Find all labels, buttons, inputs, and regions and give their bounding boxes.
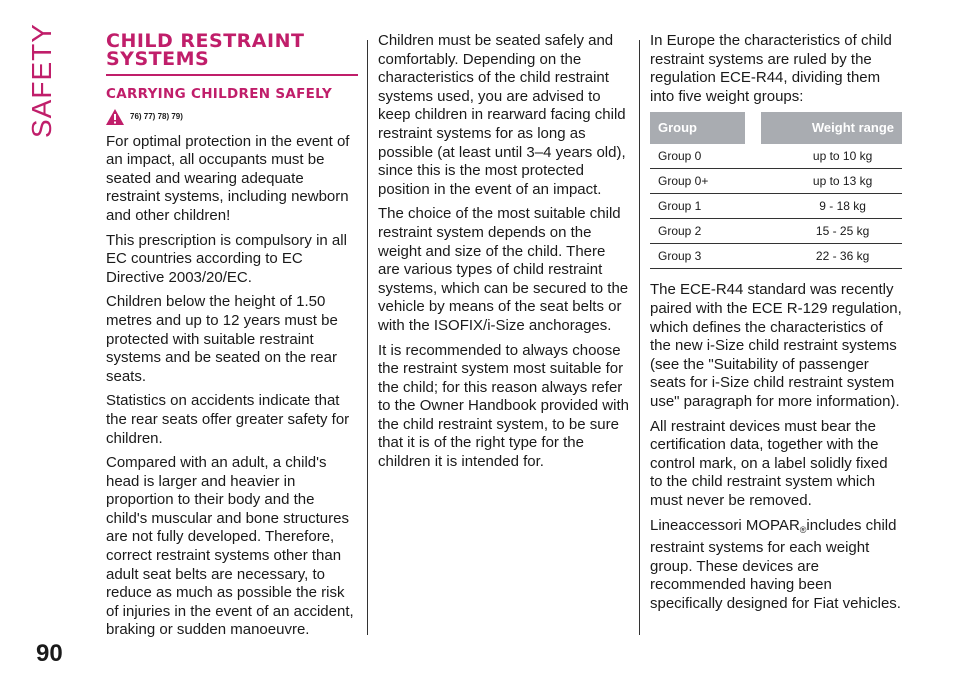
section-title: CHILD RESTRAINT SYSTEMS — [106, 30, 305, 70]
paragraph: The ECE-R44 standard was recently paired with the ECE R-129 regulation, which defines the characteristics of the new i-Size child restraint systems (see the "Suitability of passenger seats for i-Size child restraint system use" paragraph for more information). — [650, 281, 902, 410]
table-row — [650, 144, 902, 169]
column-3 — [650, 32, 902, 619]
table-cell: Group 0 — [650, 144, 745, 169]
table-header-group: Group — [650, 112, 745, 144]
paragraph-mopar — [650, 517, 902, 614]
table-row — [650, 169, 902, 194]
title-underline — [106, 74, 358, 76]
table-row — [650, 194, 902, 219]
table-cell: up to 10 kg — [761, 144, 902, 169]
table-cell: 9 - 18 kg — [761, 194, 902, 219]
table-cell-gap — [745, 244, 761, 269]
paragraph: Statistics on accidents indicate that the rear seats offer greater safety for children. — [106, 392, 350, 447]
column-divider — [367, 40, 368, 635]
table-cell: Group 2 — [650, 219, 745, 244]
table-cell-gap — [745, 169, 761, 194]
paragraph: Children below the height of 1.50 metres and up to 12 years must be protected with suitable restraint systems and be seated on the rear seats. — [106, 293, 338, 385]
page-number: 90 — [36, 640, 63, 667]
paragraph: All restraint devices must bear the certification data, together with the control mark, on a label solidly fixed to the child restraint system which must never be removed. — [650, 417, 888, 509]
table-header-row — [650, 112, 902, 144]
table-cell: up to 13 kg — [761, 169, 902, 194]
table-cell: Group 3 — [650, 244, 745, 269]
section-side-tab: SAFETY — [26, 23, 57, 138]
table-cell-gap — [745, 219, 761, 244]
table-cell-gap — [745, 144, 761, 169]
table-cell-gap — [745, 194, 761, 219]
paragraph: This prescription is compulsory in all EC countries according to EC Directive 2003/20/EC. — [106, 231, 347, 286]
table-cell: Group 0+ — [650, 169, 745, 194]
table-row — [650, 244, 902, 269]
column-divider — [639, 40, 640, 635]
warning-ref-numbers: 76) 77) 78) 79) — [130, 112, 183, 121]
mopar-text-start: Lineaccessori MOPAR — [650, 516, 800, 534]
table-row — [650, 219, 902, 244]
registered-mark: ® — [799, 524, 807, 535]
paragraph: Children must be seated safely and comfortably. Depending on the characteristics of the child restraint systems used, you are advised to keep children in rearward facing child restraint systems for as long as possible (at least until 3–4 years old), since this is the most protected position in the event of an impact. — [378, 32, 626, 198]
warning-triangle-icon — [106, 109, 124, 125]
warning-references — [106, 108, 358, 127]
table-header-gap — [745, 112, 761, 144]
table-header-weight: Weight range — [761, 112, 902, 144]
paragraph: For optimal protection in the event of an impact, all occupants must be seated and wearing adequate restraint systems, including newborn and other children! — [106, 132, 350, 224]
column-2 — [378, 32, 630, 478]
mopar-text-end: includes child restraint systems for each weight group. These devices are recommended having been specifically designed for Fiat vehicles. — [650, 516, 901, 612]
table-cell: 22 - 36 kg — [761, 244, 902, 269]
paragraph: The choice of the most suitable child restraint system depends on the weight and size of the child. There are various types of child restraint systems, which can be secured to the vehicle by means of the seat belts or with the ISOFIX/i-Size anchorages. — [378, 205, 629, 334]
table-cell: 15 - 25 kg — [761, 219, 902, 244]
weight-groups-table — [650, 112, 902, 269]
paragraph: Compared with an adult, a child's head is larger and heavier in proportion to their body and the child's muscular and bone structures are not fully developed. Therefore, correct restraint systems other than adult seat belts are necessary, to reduce as much as possible the risk of injuries in the event of an accident, braking or sudden manoeuvre. — [106, 454, 354, 639]
column-1 — [106, 32, 358, 646]
table-cell: Group 1 — [650, 194, 745, 219]
subsection-title: CARRYING CHILDREN SAFELY — [106, 86, 333, 102]
paragraph: In Europe the characteristics of child restraint systems are ruled by the regulation ECE-R44, dividing them into five weight groups: — [650, 32, 892, 105]
paragraph: It is recommended to always choose the restraint system most suitable for the child; for this reason always refer to the Owner Handbook provided with the child restraint system, to be sure that it is of the right type for the children it is intended for. — [378, 341, 629, 471]
